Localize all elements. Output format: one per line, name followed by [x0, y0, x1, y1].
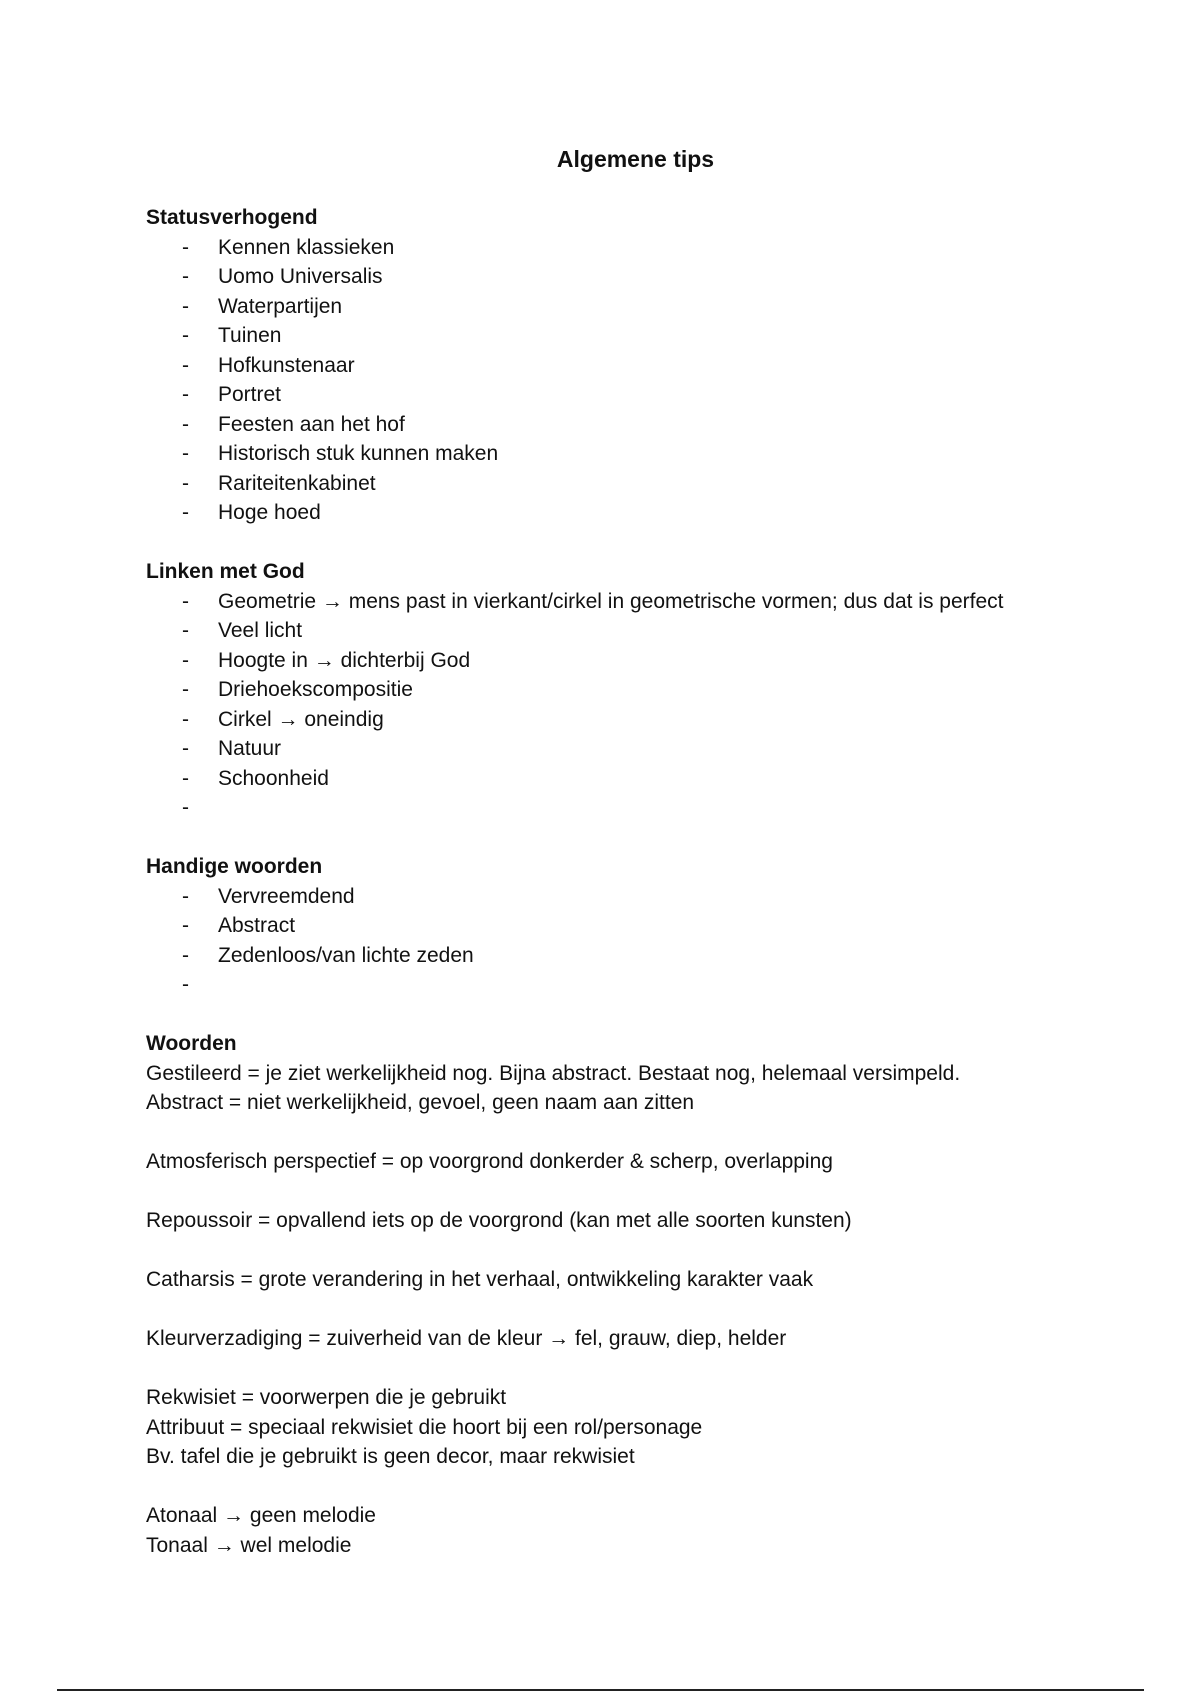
- list-item: [146, 439, 1146, 469]
- list-item-text: Hofkunstenaar: [218, 353, 355, 377]
- list-item-text: Cirkel → oneindig: [218, 707, 384, 731]
- definition-line: Attribuut = speciaal rekwisiet die hoort bij een rol/personage: [146, 1415, 703, 1439]
- list-item-text: Hoogte in → dichterbij God: [218, 648, 471, 672]
- spacer: [146, 528, 1146, 558]
- bullet-list: [146, 882, 1146, 1000]
- bullet-dash: -: [182, 766, 189, 790]
- definition-line: Bv. tafel die je gebruikt is geen decor, maar rekwisiet: [146, 1445, 635, 1468]
- bullet-dash: -: [182, 589, 189, 613]
- section-woorden: [146, 1029, 1146, 1560]
- bullet-dash: -: [182, 412, 189, 436]
- list-item-text: Geometrie → mens past in vierkant/cirkel in geometrische vormen; dus dat is perfect: [218, 589, 1004, 613]
- list-item: [146, 262, 1146, 292]
- list-item-text: Tuinen: [218, 324, 282, 347]
- spacer: [146, 1354, 1146, 1384]
- spacer: [146, 1000, 1146, 1030]
- spacer: [146, 1236, 1146, 1266]
- spacer: [146, 1472, 1146, 1502]
- list-item-text: Kennen klassieken: [218, 235, 395, 259]
- bullet-dash: -: [182, 884, 189, 908]
- spacer: [146, 823, 1146, 853]
- definition-line: Atmosferisch perspectief = op voorgrond donkerder & scherp, overlapping: [146, 1150, 833, 1173]
- list-item-text: Abstract: [218, 914, 296, 937]
- bullet-dash: -: [182, 235, 189, 259]
- definition-line: Kleurverzadiging = zuiverheid van de kleur → fel, grauw, diep, helder: [146, 1327, 787, 1350]
- section-heading: Statusverhogend: [146, 206, 318, 229]
- list-item: [146, 233, 1146, 263]
- footer-divider: [57, 1689, 1144, 1691]
- bullet-dash: -: [182, 678, 189, 701]
- list-item-text: Hoge hoed: [218, 501, 321, 524]
- section-heading: Woorden: [146, 1032, 237, 1055]
- list-item-text: Uomo Universalis: [218, 265, 383, 288]
- definition-line: Rekwisiet = voorwerpen die je gebruikt: [146, 1386, 507, 1409]
- list-item: [146, 675, 1146, 705]
- list-item: [146, 734, 1146, 764]
- list-item-text: Historisch stuk kunnen maken: [218, 442, 499, 465]
- section-linken-met-god: [146, 557, 1146, 823]
- list-item: [146, 970, 1146, 1000]
- bullet-dash: -: [182, 442, 189, 465]
- spacer: [146, 1177, 1146, 1207]
- list-item-text: Feesten aan het hof: [218, 412, 405, 436]
- list-item: [146, 793, 1146, 823]
- bullet-dash: -: [182, 501, 189, 524]
- page-title: Algemene tips: [556, 146, 715, 172]
- list-item-text: Zedenloos/van lichte zeden: [218, 943, 474, 967]
- list-item: [146, 646, 1146, 676]
- list-item: [146, 941, 1146, 971]
- bullet-dash: -: [182, 471, 189, 495]
- list-item: [146, 292, 1146, 322]
- list-item: [146, 764, 1146, 794]
- bullet-dash: -: [182, 619, 189, 642]
- bullet-list: [146, 233, 1146, 528]
- list-item-text: Schoonheid: [218, 766, 329, 790]
- list-item: [146, 587, 1146, 617]
- definition-line: Catharsis = grote verandering in het verhaal, ontwikkeling karakter vaak: [146, 1268, 814, 1291]
- bullet-dash: -: [182, 324, 189, 347]
- definition-line: Tonaal → wel melodie: [146, 1533, 352, 1557]
- list-item-text: Natuur: [218, 737, 282, 760]
- definition-line: Atonaal → geen melodie: [146, 1504, 376, 1527]
- list-item: [146, 321, 1146, 351]
- list-item-text: Driehoekscompositie: [218, 678, 413, 701]
- bullet-dash: -: [182, 914, 189, 937]
- definition-line: Abstract = niet werkelijkheid, gevoel, geen naam aan zitten: [146, 1091, 695, 1114]
- section-heading: Handige woorden: [146, 855, 323, 878]
- document-body: [146, 203, 1146, 1560]
- bullet-dash: -: [182, 737, 189, 760]
- bullet-dash: -: [182, 383, 189, 406]
- list-item-text: Veel licht: [218, 619, 303, 642]
- list-item: [146, 351, 1146, 381]
- bullet-dash: -: [182, 294, 189, 318]
- spacer: [146, 1295, 1146, 1325]
- list-item: [146, 498, 1146, 528]
- list-item-text: Rariteitenkabinet: [218, 471, 376, 495]
- list-item-text: Waterpartijen: [218, 294, 343, 318]
- list-item-text: Vervreemdend: [218, 884, 355, 908]
- definition-line: Repoussoir = opvallend iets op de voorgrond (kan met alle soorten kunsten): [146, 1209, 852, 1232]
- list-item-text: Portret: [218, 383, 282, 406]
- bullet-dash: -: [182, 796, 189, 819]
- section-handige-woorden: [146, 852, 1146, 1000]
- list-item: [146, 882, 1146, 912]
- section-statusverhogend: [146, 203, 1146, 528]
- bullet-dash: -: [182, 707, 189, 731]
- list-item: [146, 380, 1146, 410]
- bullet-list: [146, 587, 1146, 823]
- list-item: [146, 469, 1146, 499]
- definition-line: Gestileerd = je ziet werkelijkheid nog. Bijna abstract. Bestaat nog, helemaal versimpeld.: [146, 1061, 961, 1085]
- bullet-dash: -: [182, 648, 189, 672]
- list-item: [146, 705, 1146, 735]
- bullet-dash: -: [182, 265, 189, 288]
- list-item: [146, 911, 1146, 941]
- bullet-dash: -: [182, 973, 189, 996]
- spacer: [146, 1118, 1146, 1148]
- bullet-dash: -: [182, 943, 189, 967]
- list-item: [146, 616, 1146, 646]
- list-item: [146, 410, 1146, 440]
- bullet-dash: -: [182, 353, 189, 377]
- section-heading: Linken met God: [146, 560, 305, 583]
